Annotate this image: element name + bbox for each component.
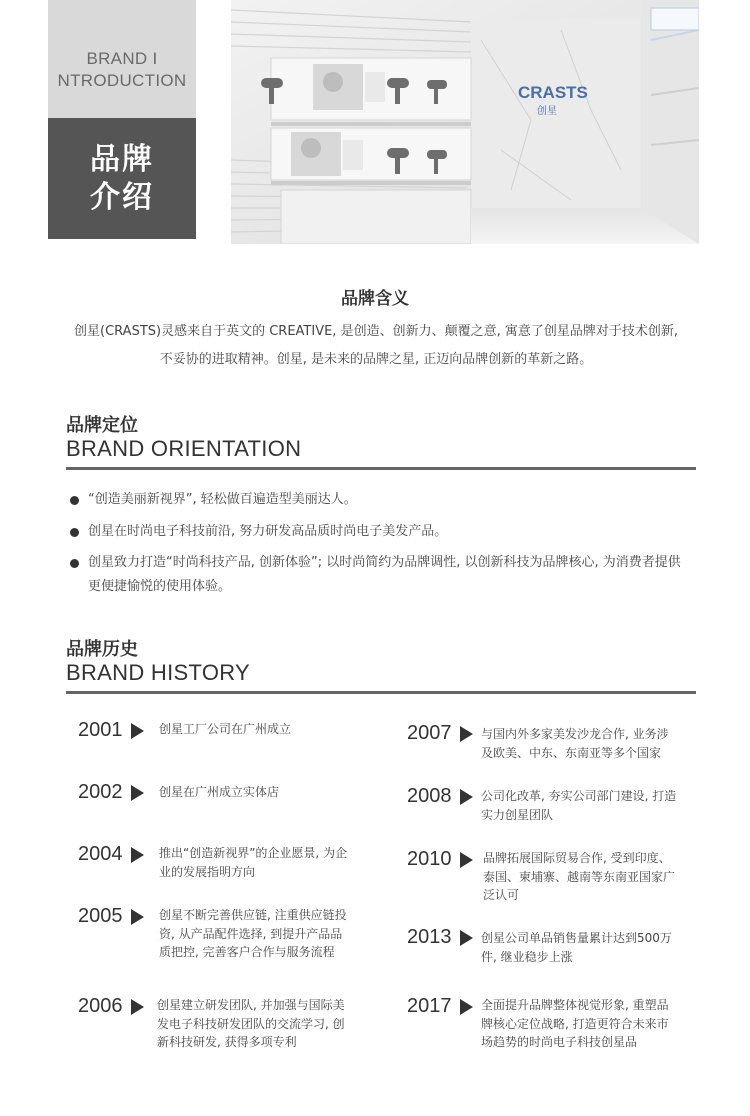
- history-year-label: 2002: [78, 781, 123, 803]
- intro-chinese-line2: 介绍: [90, 179, 154, 215]
- store-photo: [231, 0, 699, 244]
- meaning-title: 品牌含义: [341, 289, 409, 309]
- bullet-dot-icon: [70, 559, 79, 568]
- history-year-label: 2005: [78, 905, 123, 927]
- history-year: [407, 722, 473, 745]
- intro-english-line2: NTRODUCTION: [57, 71, 187, 90]
- orientation-bullet: [70, 551, 690, 599]
- history-year-label: 2004: [78, 843, 123, 865]
- history-year-label: 2017: [407, 995, 452, 1017]
- history-year: [78, 995, 144, 1018]
- play-arrow-icon: [460, 726, 473, 742]
- history-event-text: 品牌拓展国际贸易合作, 受到印度、泰国、柬埔寨、越南等东南亚国家广泛认可: [483, 851, 676, 902]
- history-year-label: 2010: [407, 848, 452, 870]
- history-divider: [66, 691, 696, 694]
- orientation-bullet-text: “创造美丽新视界”, 轻松做百遍造型美丽达人。: [88, 492, 357, 507]
- history-year-label: 2013: [407, 926, 452, 948]
- history-year: [407, 995, 473, 1018]
- store-interior-illustration: [231, 0, 699, 244]
- store-logo-text: CRASTS: [518, 83, 588, 102]
- history-title-cn: 品牌历史: [66, 639, 138, 660]
- orientation-title-en: BRAND ORIENTATION: [66, 436, 302, 461]
- history-year: [78, 843, 144, 866]
- intro-english-block: [48, 0, 196, 118]
- bullet-dot-icon: [70, 528, 79, 537]
- intro-chinese-block: [48, 118, 196, 239]
- play-arrow-icon: [131, 723, 144, 739]
- intro-english-line1: BRAND I: [86, 49, 158, 68]
- history-year: [407, 848, 473, 871]
- orientation-bullet: [70, 520, 690, 544]
- orientation-divider: [66, 467, 696, 470]
- history-year-label: 2006: [78, 995, 123, 1017]
- history-year-label: 2007: [407, 722, 452, 744]
- history-title-en: BRAND HISTORY: [66, 660, 251, 685]
- orientation-bullet: [70, 488, 690, 512]
- history-year-label: 2008: [407, 785, 452, 807]
- play-arrow-icon: [460, 930, 473, 946]
- play-arrow-icon: [131, 999, 144, 1015]
- history-event-text: 公司化改革, 夯实公司部门建设, 打造实力创星团队: [481, 789, 677, 822]
- store-logo-subtext: 创星: [537, 106, 557, 117]
- orientation-bullet-text: 创星在时尚电子科技前沿, 努力研发高品质时尚电子美发产品。: [88, 524, 448, 539]
- orientation-title-cn: 品牌定位: [66, 415, 138, 436]
- history-year-label: 2001: [78, 719, 123, 741]
- play-arrow-icon: [460, 999, 473, 1015]
- intro-chinese-line1: 品牌: [90, 141, 154, 177]
- history-year: [407, 785, 473, 808]
- history-event-text: 创星在广州成立实体店: [159, 785, 280, 799]
- history-event-text: 推出“创造新视界”的企业愿景, 为企业的发展指明方向: [159, 846, 348, 879]
- play-arrow-icon: [131, 785, 144, 801]
- history-year: [78, 905, 144, 928]
- history-event-text: 创星建立研发团队, 并加强与国际美发电子科技研发团队的交流学习, 创新科技研发, 获得多项专利: [157, 998, 345, 1049]
- meaning-text: 创星(CRASTS)灵感来自于英文的 CREATIVE, 是创造、创新力、颠覆之意, 寓意了创星品牌对于技术创新, 不妥协的进取精神。创星, 是未来的品牌之星, 正迈向品牌创新的革新之路。: [74, 324, 678, 367]
- play-arrow-icon: [460, 789, 473, 805]
- history-year: [407, 926, 473, 949]
- history-event-text: 全面提升品牌整体视觉形象, 重塑品牌核心定位战略, 打造更符合未来市场趋势的时尚电子科技创星品: [481, 998, 669, 1049]
- play-arrow-icon: [460, 852, 473, 868]
- history-event-text: 创星公司单品销售量累计达到500万件, 继业稳步上涨: [481, 931, 672, 964]
- history-year: [78, 781, 144, 804]
- orientation-bullet-text: 创星致力打造“时尚科技产品, 创新体验”; 以时尚简约为品牌调性, 以创新科技为品牌核心, 为消费者提供更便捷愉悦的使用体验。: [88, 555, 681, 594]
- play-arrow-icon: [131, 909, 144, 925]
- history-event-text: 创星工厂公司在广州成立: [159, 722, 292, 736]
- history-event-text: 与国内外多家美发沙龙合作, 业务涉及欧美、中东、东南亚等多个国家: [481, 727, 669, 760]
- history-event-text: 创星不断完善供应链, 注重供应链投资, 从产品配件选择, 到提升产品品质把控, 完善客户合作与服务流程: [159, 908, 347, 959]
- history-year: [78, 719, 144, 742]
- bullet-dot-icon: [70, 496, 79, 505]
- play-arrow-icon: [131, 847, 144, 863]
